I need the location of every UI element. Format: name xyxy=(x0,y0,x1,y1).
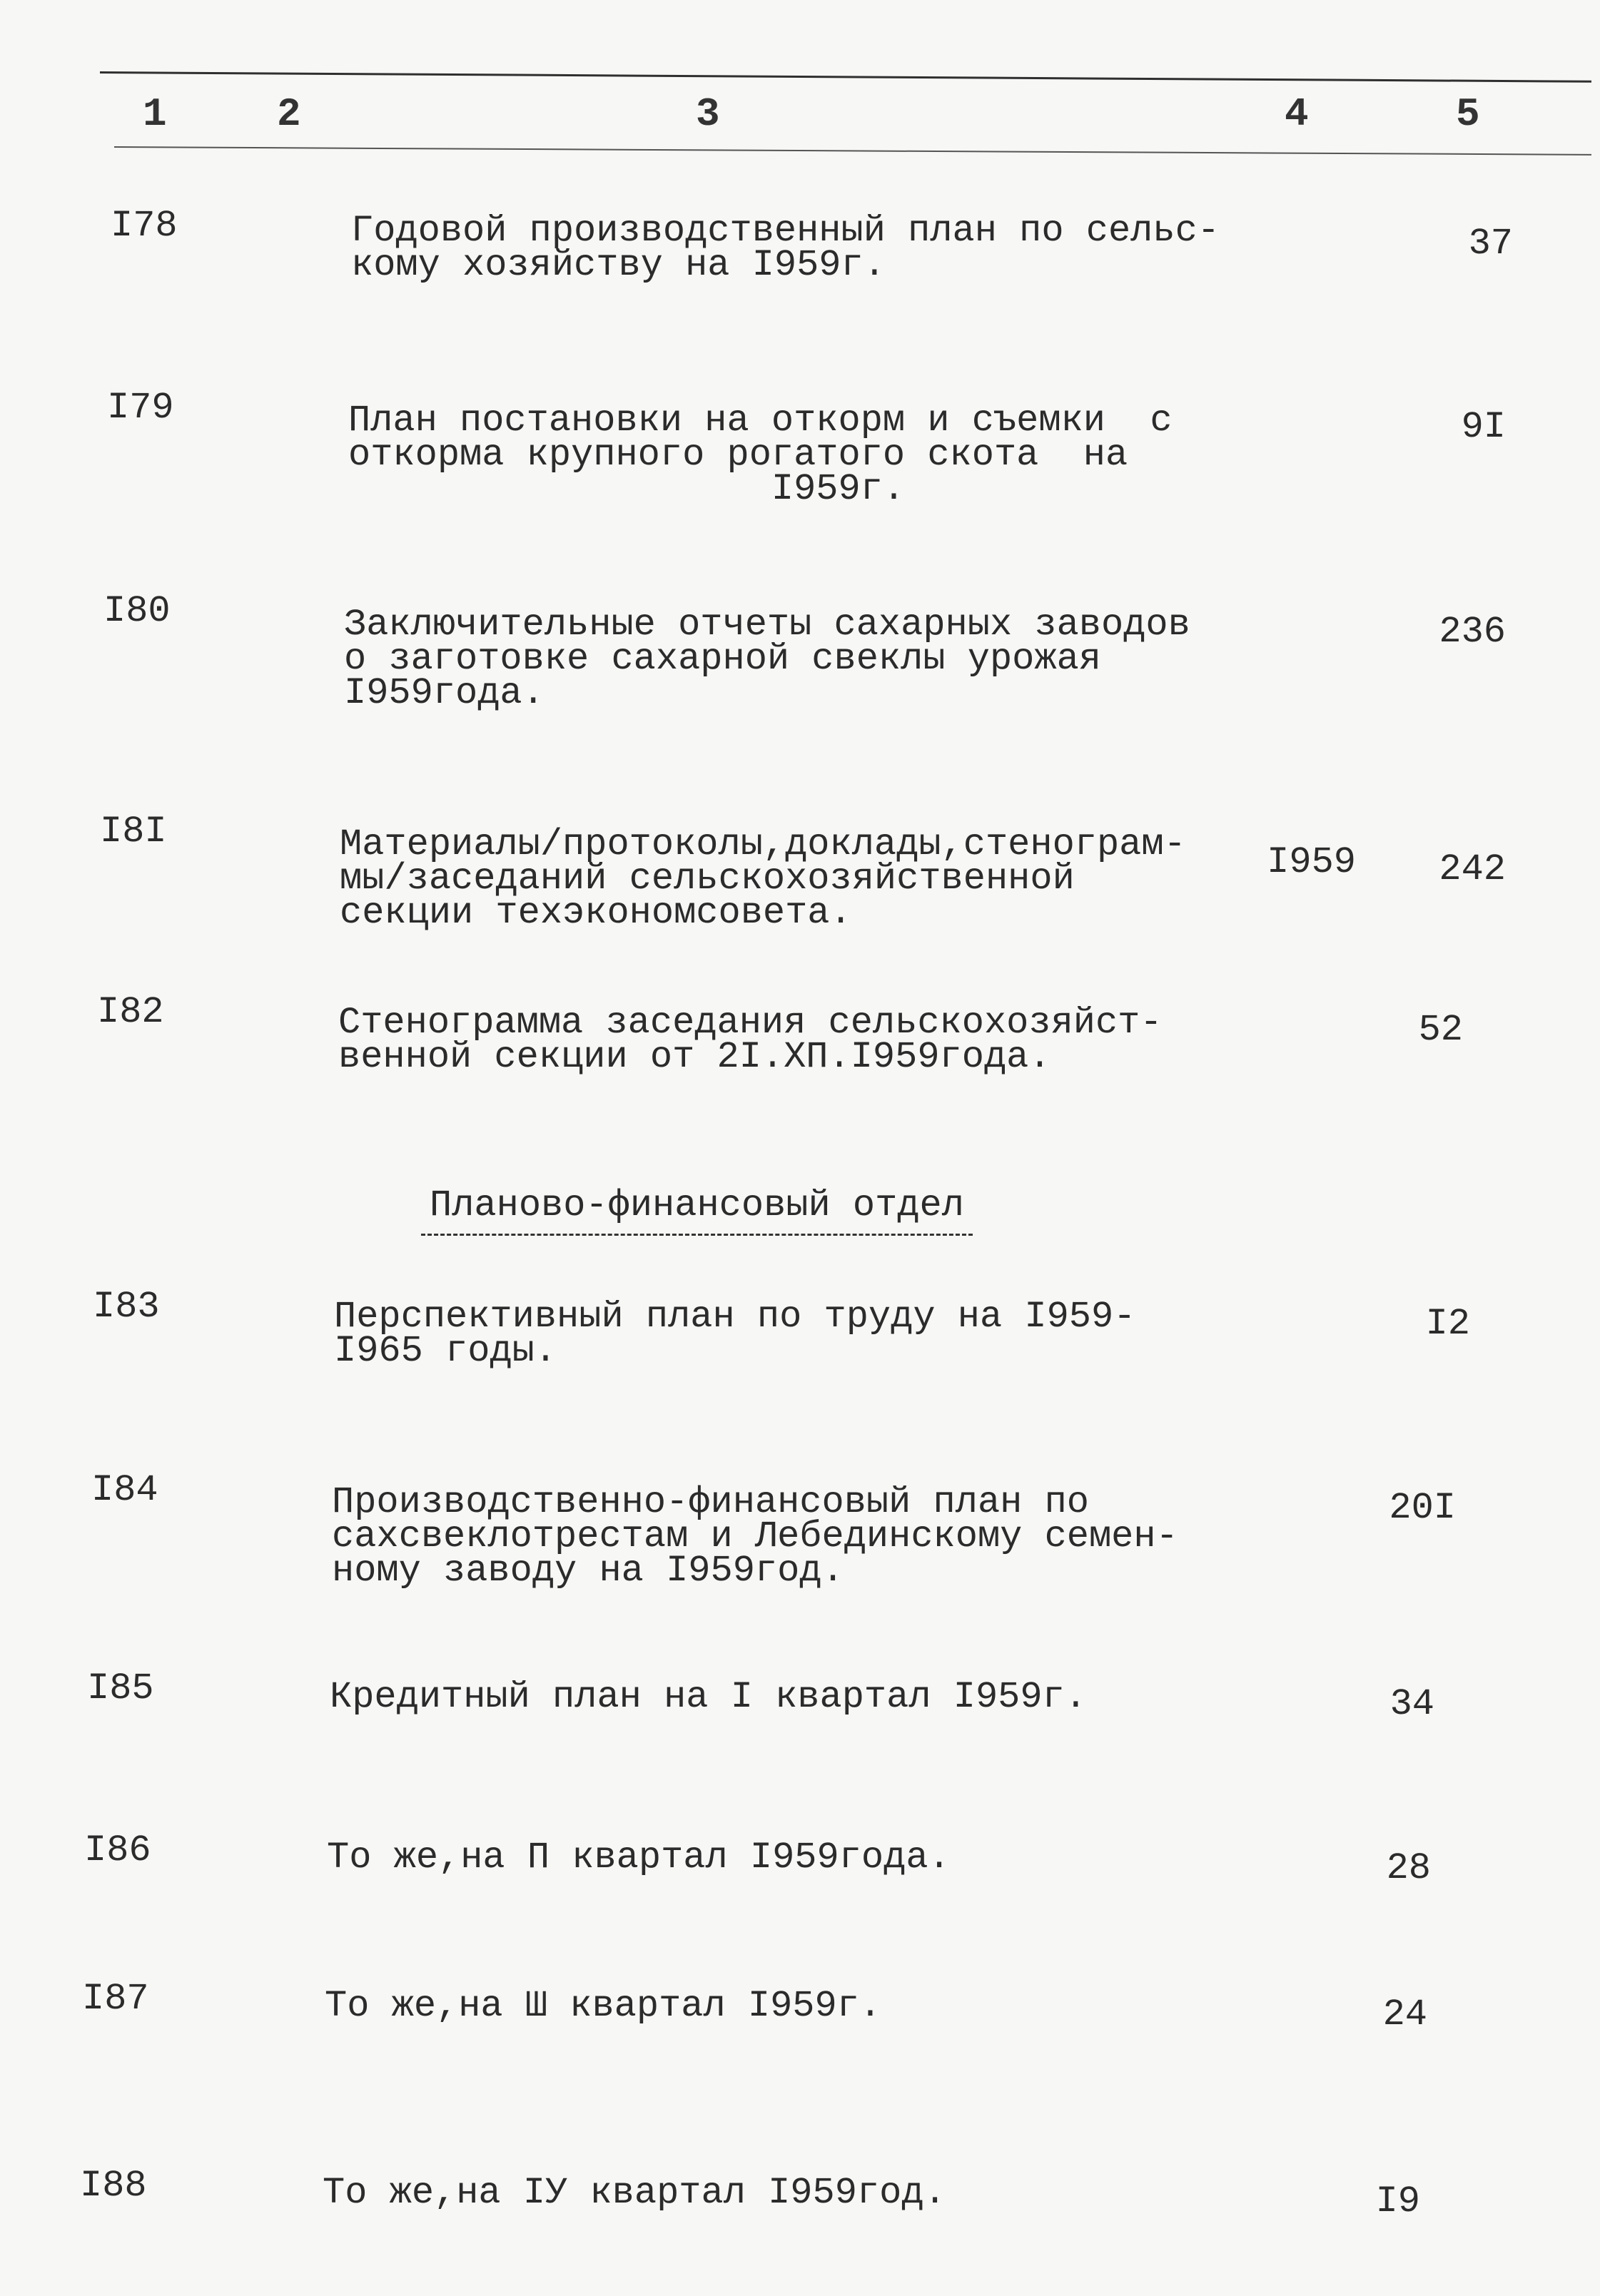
section-heading: Планово-финансовый отдел xyxy=(421,1184,973,1236)
entry-pages: 20I xyxy=(1389,1487,1456,1529)
entry-title: Перспективный план по труду на I959- I965 годы. xyxy=(334,1296,1136,1372)
entry-pages: 34 xyxy=(1389,1683,1434,1725)
entry-title: Материалы/протоколы,доклады,стенограм- мы/заседаний сельскохозяйственной секции техэкономсовета. xyxy=(340,823,1186,934)
column-header-3: 3 xyxy=(696,91,720,137)
entry-number: I88 xyxy=(80,2165,147,2207)
entry-pages: 37 xyxy=(1468,223,1513,265)
column-header-5: 5 xyxy=(1456,91,1480,137)
entry-number: I82 xyxy=(97,991,164,1033)
entry-pages: 236 xyxy=(1439,611,1506,653)
entry-number: I80 xyxy=(103,590,171,632)
entry-title: Годовой производственный план по сельс- кому хозяйству на I959г. xyxy=(351,210,1220,286)
entry-number: I83 xyxy=(93,1286,160,1328)
header-rule xyxy=(114,146,1591,156)
entry-number: I87 xyxy=(82,1978,149,2020)
column-header-2: 2 xyxy=(277,91,301,137)
entry-title: То же,на П квартал I959года. xyxy=(327,1837,951,1879)
entry-number: I84 xyxy=(91,1469,158,1511)
entry-title: То же,на IУ квартал I959год. xyxy=(323,2172,946,2214)
entry-title: То же,на Ш квартал I959г. xyxy=(325,1985,882,2027)
entry-pages: 28 xyxy=(1386,1847,1431,1889)
entry-title: План постановки на откорм и съемки с откорма крупного рогатого скота на I959г. xyxy=(348,400,1173,510)
entry-title: Стенограмма заседания сельскохозяйст- венной секции от 2I.XП.I959года. xyxy=(338,1002,1163,1078)
entry-number: I79 xyxy=(107,387,174,429)
entry-pages: 242 xyxy=(1439,848,1506,890)
entry-pages: 9I xyxy=(1461,406,1506,448)
entry-year: I959 xyxy=(1267,841,1356,883)
entry-title: Производственно-финансовый план по сахсвеклотрестам и Лебединскому семен- ному заводу на I959год. xyxy=(332,1481,1178,1592)
entry-number: I85 xyxy=(87,1667,154,1710)
entry-pages: I2 xyxy=(1425,1303,1470,1345)
entry-number: I8I xyxy=(100,811,167,853)
entry-pages: 24 xyxy=(1382,1993,1427,2036)
column-header-4: 4 xyxy=(1285,91,1309,137)
entry-number: I78 xyxy=(111,205,178,247)
entry-pages: 52 xyxy=(1418,1009,1463,1051)
entry-title: Заключительные отчеты сахарных заводов о заготовке сахарной свеклы урожая I959года. xyxy=(344,604,1190,714)
top-rule xyxy=(100,71,1591,83)
column-header-1: 1 xyxy=(143,91,167,137)
entry-number: I86 xyxy=(84,1829,151,1871)
entry-title: Кредитный план на I квартал I959г. xyxy=(330,1676,1087,1718)
entry-pages: I9 xyxy=(1375,2180,1420,2223)
